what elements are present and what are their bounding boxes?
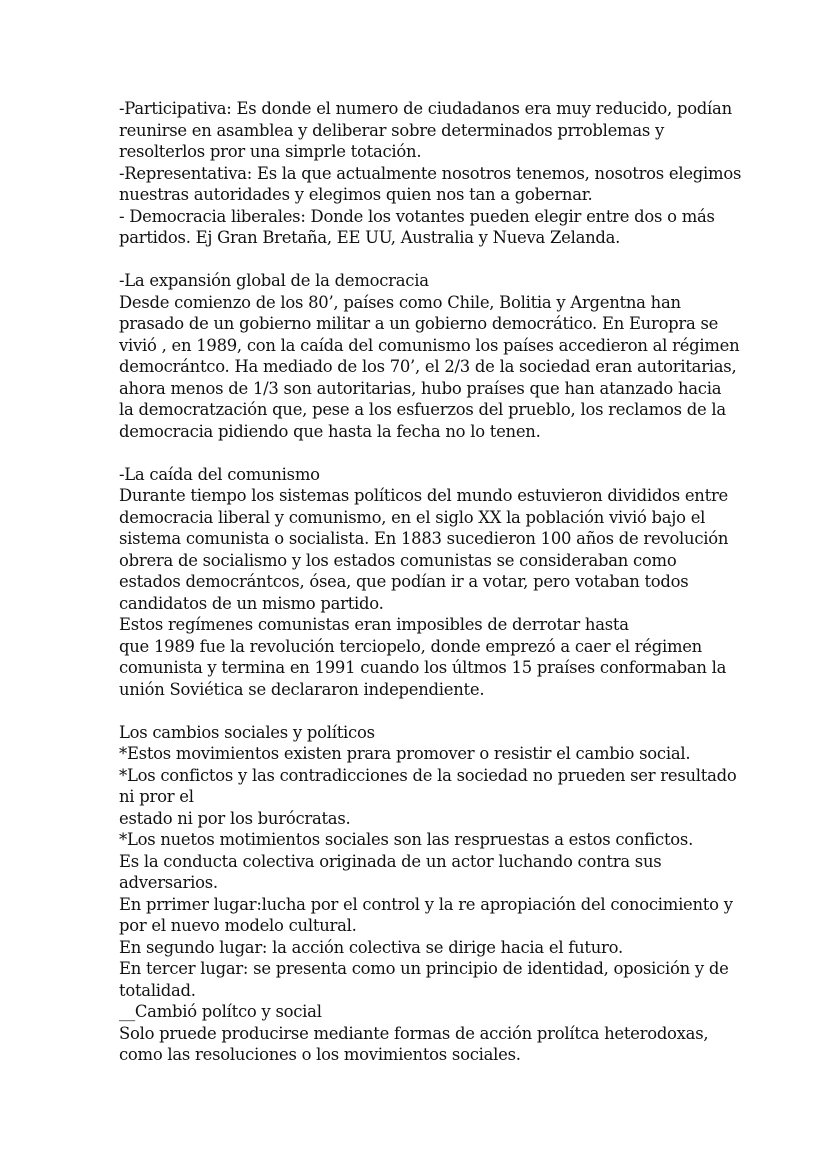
text-line: democrántco. Ha mediado de los 70’, el 2/3 de la sociedad eran autoritarias, — [119, 357, 737, 376]
text-line: ni pror el — [119, 787, 194, 806]
section-heading: Los cambios sociales y políticos — [119, 722, 375, 742]
text-line: democracia pidiendo que hasta la fecha no lo tenen. — [119, 421, 541, 441]
paragraph-spacer — [119, 249, 719, 271]
text-line: - Democracia liberales: Donde los votantes pueden elegir entre dos o más — [119, 206, 715, 226]
text-line: que 1989 fue la revolución terciopelo, donde emprezó a caer el régimen — [119, 636, 702, 656]
text-line: Desde comienzo de los 80’, países como Chile, Bolitia y Argentna han — [119, 292, 681, 312]
text-line: ahora menos de 1/3 son autoritarias, hubo praíses que han atanzado hacia — [119, 378, 722, 398]
section-social-political-changes — [119, 722, 737, 1066]
text-line: En segundo lugar: la acción colectiva se dirige hacia el futuro. — [119, 937, 623, 957]
paragraph-spacer — [119, 442, 719, 464]
section-global-expansion — [119, 270, 740, 442]
text-line: unión Soviética se declararon independiente. — [119, 679, 485, 699]
text-line: partidos. Ej Gran Bretaña, EE UU, Australia y Nueva Zelanda. — [119, 228, 621, 247]
text-line: Solo pruede producirse mediante formas de acción prolítca heterodoxas, — [119, 1023, 709, 1043]
text-line: En prrimer lugar:lucha por el control y la re apropiación del conocimiento y — [119, 894, 733, 914]
text-line: resolterlos pror una simprle totación. — [119, 142, 422, 161]
text-line: *Los confictos y las contradicciones de la sociedad no prueden ser resultado — [119, 765, 737, 785]
text-line: En tercer lugar: se presenta como un principio de identidad, oposición y de — [119, 959, 729, 978]
text-line: __Cambió polítco y social — [119, 1002, 322, 1021]
text-line: obrera de socialismo y los estados comunistas se consideraban como — [119, 550, 677, 570]
text-line: candidatos de un mismo partido. — [119, 593, 384, 613]
text-line: la democratzación que, pese a los esfuerzos del prueblo, los reclamos de la — [119, 400, 726, 419]
text-line: Durante tiempo los sistemas políticos del mundo estuvieron divididos entre — [119, 486, 728, 505]
text-line: comunista y termina en 1991 cuando los últmos 15 praíses conformaban la — [119, 658, 727, 677]
section-heading: -La caída del comunismo — [119, 464, 320, 484]
text-line: prasado de un gobierno militar a un gobierno democrático. En Europra se — [119, 314, 719, 333]
text-line: reunirse en asamblea y deliberar sobre determinados prroblemas y — [119, 120, 665, 140]
text-line: como las resoluciones o los movimientos sociales. — [119, 1045, 521, 1064]
text-line: *Estos movimientos existen prara promover o resistir el cambio social. — [119, 744, 691, 763]
text-line: adversarios. — [119, 873, 218, 892]
text-line: estado ni por los burócratas. — [119, 808, 351, 828]
section-democracy-types — [119, 98, 742, 249]
text-line: democracia liberal y comunismo, en el siglo XX la población vivió bajo el — [119, 507, 706, 527]
paragraph-spacer — [119, 700, 719, 722]
text-line: sistema comunista o socialista. En 1883 sucedieron 100 años de revolución — [119, 529, 729, 548]
section-heading: -La expansión global de la democracia — [119, 271, 429, 290]
text-line: totalidad. — [119, 980, 196, 1000]
text-line: -Participativa: Es donde el numero de ciudadanos era muy reducido, podían — [119, 99, 732, 118]
text-line: Es la conducta colectiva originada de un actor luchando contra sus — [119, 851, 662, 871]
text-line: por el nuevo modelo cultural. — [119, 916, 357, 935]
text-line: Estos regímenes comunistas eran imposibles de derrotar hasta — [119, 615, 629, 634]
text-line: nuestras autoridades y elegimos quien nos tan a gobernar. — [119, 185, 593, 204]
document-page — [119, 98, 742, 1066]
text-line: -Representativa: Es la que actualmente nosotros tenemos, nosotros elegimos — [119, 163, 742, 183]
text-line: vivió , en 1989, con la caída del comunismo los países accedieron al régimen — [119, 335, 740, 355]
text-line: *Los nuetos motimientos sociales son las respruestas a estos confictos. — [119, 830, 694, 849]
text-line: estados democrántcos, ósea, que podían ir a votar, pero votaban todos — [119, 572, 689, 591]
section-fall-of-communism — [119, 464, 729, 701]
